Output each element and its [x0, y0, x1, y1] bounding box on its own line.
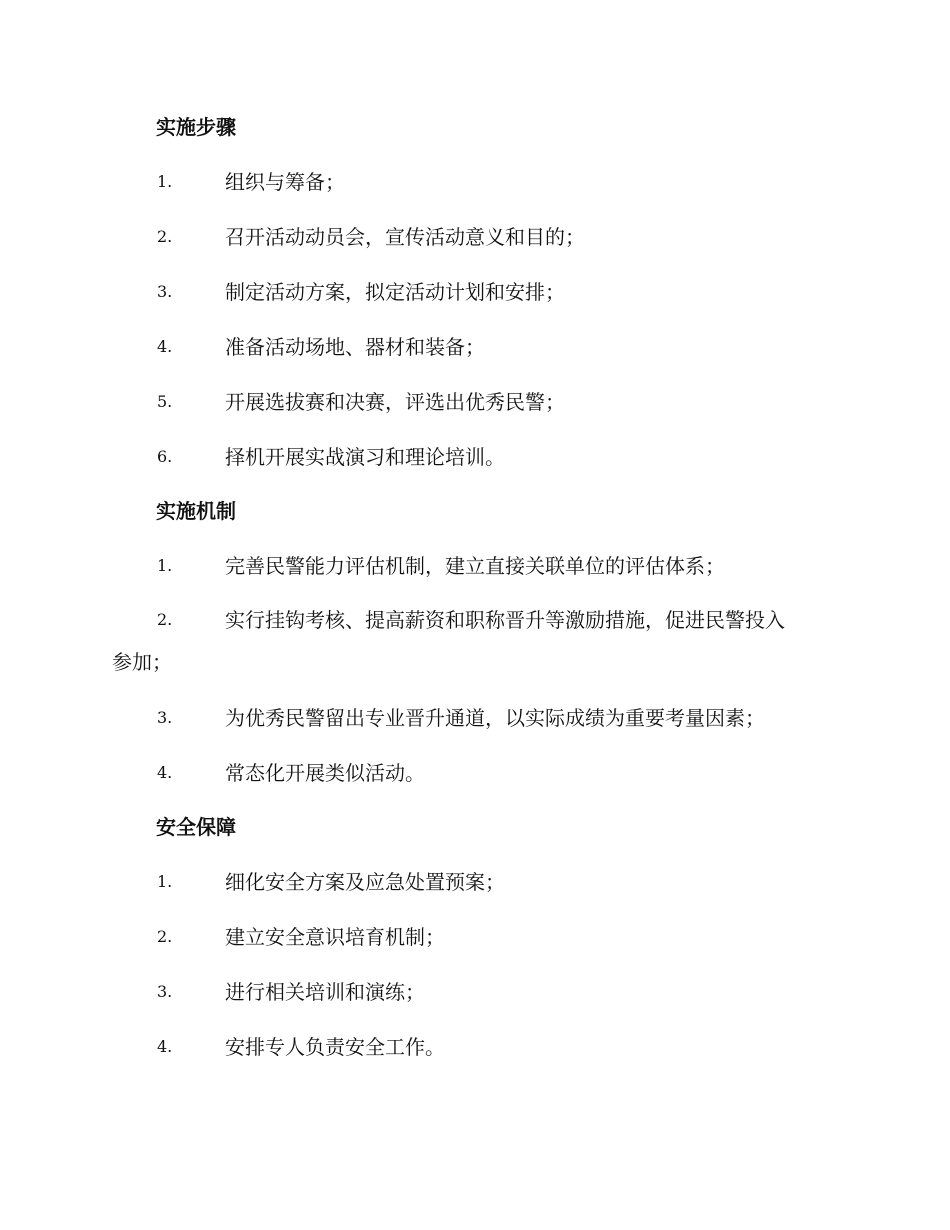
- list-item-text: 开展选拔赛和决赛，评选出优秀民警；: [225, 390, 565, 414]
- list-item-number: 1.: [157, 172, 173, 191]
- list-item-number: 4.: [157, 763, 173, 782]
- section-heading-safety: 安全保障: [156, 815, 236, 839]
- list-item-text: 常态化开展类似活动。: [225, 761, 425, 785]
- section-heading-steps: 实施步骤: [156, 115, 236, 139]
- list-item-text: 召开活动动员会，宣传活动意义和目的；: [225, 225, 585, 249]
- list-item-text: 安排专人负责安全工作。: [225, 1035, 445, 1059]
- list-item-text: 为优秀民警留出专业晋升通道，以实际成绩为重要考量因素；: [225, 706, 765, 730]
- list-item-number: 2.: [157, 610, 173, 629]
- list-item-text: 准备活动场地、器材和装备；: [225, 335, 485, 359]
- section-heading-mechanism: 实施机制: [156, 499, 236, 523]
- list-item-number: 4.: [157, 1037, 173, 1056]
- list-item-number: 1.: [157, 872, 173, 891]
- list-item-number: 1.: [157, 556, 173, 575]
- list-item-text: 完善民警能力评估机制，建立直接关联单位的评估体系；: [225, 554, 725, 578]
- list-item-number: 3.: [157, 708, 173, 727]
- list-item-number: 6.: [157, 447, 173, 466]
- list-item-text: 进行相关培训和演练；: [225, 980, 425, 1004]
- list-item-text: 细化安全方案及应急处置预案；: [225, 870, 505, 894]
- list-item-text-continuation: 参加；: [112, 650, 172, 674]
- list-item-text: 制定活动方案，拟定活动计划和安排；: [225, 280, 565, 304]
- list-item-number: 4.: [157, 337, 173, 356]
- list-item-text: 择机开展实战演习和理论培训。: [225, 445, 505, 469]
- list-item-number: 3.: [157, 982, 173, 1001]
- list-item-text: 建立安全意识培育机制；: [225, 925, 445, 949]
- list-item-number: 2.: [157, 227, 173, 246]
- list-item-number: 3.: [157, 282, 173, 301]
- list-item-text: 实行挂钩考核、提高薪资和职称晋升等激励措施，促进民警投入: [225, 608, 785, 632]
- list-item-text: 组织与筹备；: [225, 170, 345, 194]
- list-item-number: 5.: [157, 392, 173, 411]
- list-item-number: 2.: [157, 927, 173, 946]
